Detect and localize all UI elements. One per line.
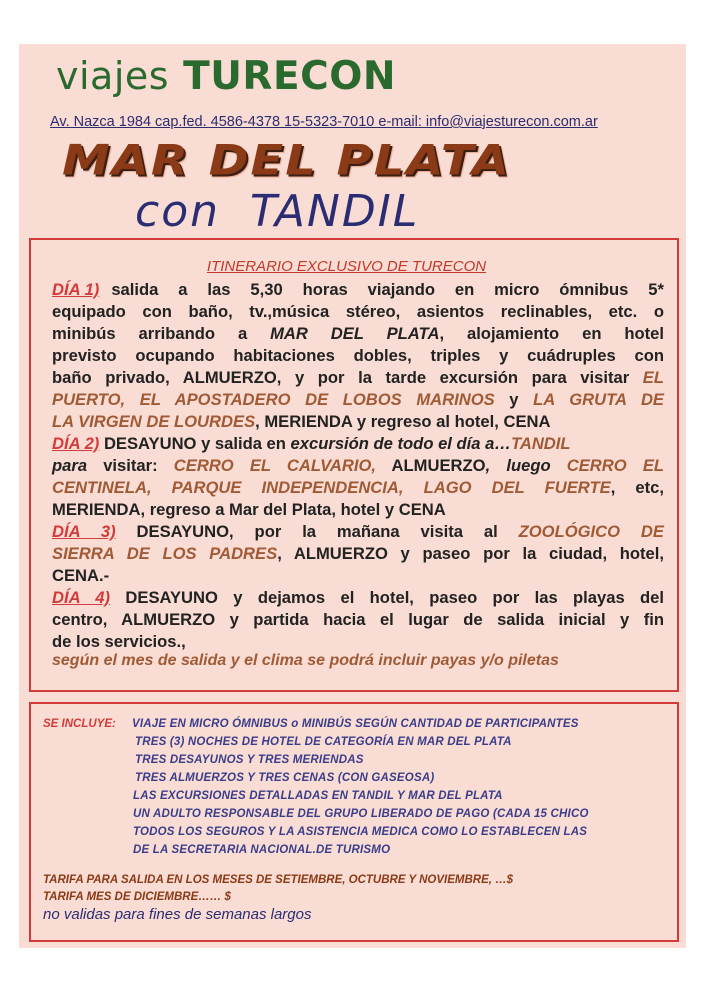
day1-line7 [52,412,664,432]
day1-place6c: LA GRUTA DE [533,390,664,409]
tarifa-diciembre: TARIFA MES DE DICIEMBRE…… $ [43,891,231,903]
contact-line: Av. Nazca 1984 cap.fed. 4586-4378 15-5323-7010 e-mail: info@viajesturecon.com.ar [50,114,598,130]
itinerary-heading [0,258,709,276]
day1-line2: equipado con baño, tv.,música stéreo, asientos reclinables, etc. o [52,302,664,321]
day3-place1: ZOOLÓGICO DE [518,522,664,541]
day2-text2d: ALMUERZO [376,456,486,475]
day4-text1: DESAYUNO y dejamos el hotel, paseo por las playas del [110,588,665,607]
day3-line3: CENA.- [52,566,110,585]
day1-text3a: minibús arribando a [52,324,271,343]
day2-place3: CENTINELA, PARQUE INDEPENDENCIA, LAGO DEL FUERTE [52,478,611,497]
weather-note: según el mes de salida y el clima se podrá incluir payas y/o piletas [52,652,559,669]
title-con-tandil [135,186,419,237]
day1-text7b: , MERIENDA y regreso al hotel, CENA [255,412,551,431]
day2-place1: TANDIL [510,434,571,453]
brand-name [56,54,396,99]
day2-text2e: , luego [485,456,567,475]
include-item: TODOS LOS SEGUROS Y LA ASISTENCIA MEDICA COMO LO ESTABLECEN LAS [133,826,588,838]
day3-text1a: DESAYUNO, por la mañana visita al [115,522,519,541]
title-tandil: TANDIL [250,186,420,237]
day4-line1 [52,588,664,608]
day2-text3b: , etc, [610,478,664,497]
day2-line4: MERIENDA, regreso a Mar del Plata, hotel y CENA [52,500,446,519]
day1-text1: salida a las 5,30 horas viajando en micro ómnibus 5* [111,280,664,299]
itinerary-heading-text: ITINERARIO EXCLUSIVO DE TURECON [206,258,487,275]
include-item: TRES ALMUERZOS Y TRES CENAS (CON GASEOSA) [135,772,435,784]
include-item: UN ADULTO RESPONSABLE DEL GRUPO LIBERADO DE PAGO (CADA 15 CHICO [133,808,589,820]
day2-text2a: para [52,456,88,475]
include-item: TRES DESAYUNOS Y TRES MERIENDAS [135,754,364,766]
day1-text3c: , alojamiento en hotel [439,324,664,343]
day1-line1 [52,280,664,300]
day3-text2b: , ALMUERZO y paseo por la ciudad, hotel, [277,544,664,563]
day1-line3 [52,324,664,344]
day3-label: DÍA 3) [52,522,116,541]
include-item: TRES (3) NOCHES DE HOTEL DE CATEGORÍA EN MAR DEL PLATA [135,736,512,748]
day2-place2: CERRO EL CALVARIO, [173,456,377,475]
day2-line1 [52,434,664,454]
day1-destination: MAR DEL PLATA [270,324,440,343]
title-mar-del-plata: MAR DEL PLATA [62,136,511,186]
day2-text1a: DESAYUNO y salida en [99,434,291,453]
includes-label: SE INCLUYE: [43,718,116,730]
brand-bold: TURECON [183,54,397,99]
day1-label: DÍA 1) [52,280,100,299]
title-con: con [135,186,220,237]
day2-text2b: visitar: [87,456,174,475]
day4-label: DÍA 4) [52,588,111,607]
day2-label: DÍA 2) [52,434,100,453]
day1-place5: EL [642,368,664,387]
day2-line2 [52,456,664,476]
day4-line2: centro, ALMUERZO y partida hacia el lugar de salida inicial y fin [52,610,664,629]
include-item: DE LA SECRETARIA NACIONAL.DE TURISMO [133,844,391,856]
day1-place7: LA VIRGEN DE LOURDES [52,412,256,431]
day2-line3 [52,478,664,498]
day3-line1 [52,522,664,542]
include-item: VIAJE EN MICRO ÓMNIBUS o MINIBÚS SEGÚN CANTIDAD DE PARTICIPANTES [132,718,579,730]
day1-text5a: baño privado, ALMUERZO, y por la tarde excursión para visitar [52,368,643,387]
day4-line3: de los servicios., [52,632,186,651]
day1-line6 [52,390,664,410]
day3-place2: SIERRA DE LOS PADRES [52,544,278,563]
day2-place2f: CERRO EL [566,456,665,475]
day1-line4: previsto ocupando habitaciones dobles, triples y cuádruples con [52,346,664,365]
day1-place6a: PUERTO, EL APOSTADERO DE LOBOS MARINOS [52,390,495,409]
day1-line5 [52,368,664,388]
long-weekend-note: no validas para fines de semanas largos [43,906,312,923]
day1-text6b: y [494,390,534,409]
brand-prefix: viajes [56,54,170,98]
tarifa-setiembre: TARIFA PARA SALIDA EN LOS MESES DE SETIEMBRE, OCTUBRE Y NOVIEMBRE, …$ [43,874,514,886]
day3-line2 [52,544,664,564]
day2-text1b: excursión de todo el día a… [290,434,511,453]
include-item: LAS EXCURSIONES DETALLADAS EN TANDIL Y MAR DEL PLATA [133,790,503,802]
